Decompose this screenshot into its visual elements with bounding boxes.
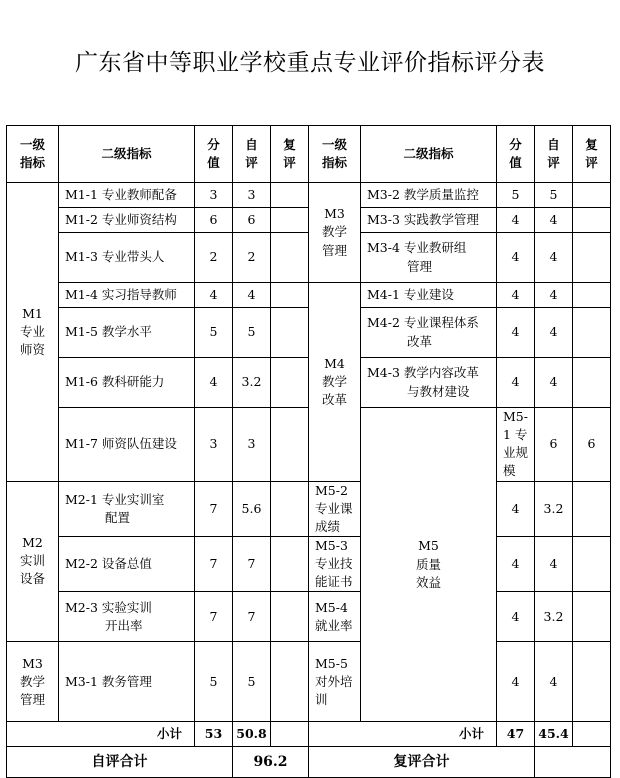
self-value: 7: [233, 536, 271, 591]
score-table: [6, 125, 611, 778]
score-value: 4: [497, 481, 535, 536]
indicator-name: M5-1 专业规模: [497, 408, 535, 482]
review-value: [271, 283, 309, 308]
score-value: 4: [497, 233, 535, 283]
indicator-name: M4-1 专业建设: [361, 283, 497, 308]
self-value: 3.2: [233, 358, 271, 408]
self-value: 6: [573, 408, 611, 482]
header-review: 复 评: [271, 126, 309, 183]
score-value: 4: [497, 642, 535, 722]
self-value: 3.2: [535, 592, 573, 642]
self-value: 4: [233, 283, 271, 308]
review-value: [271, 408, 309, 482]
header-review: 复 评: [573, 126, 611, 183]
subtotal-score: 53: [195, 722, 233, 747]
score-value: 5: [497, 183, 535, 208]
indicator-name: M4-3 教学内容改革 与教材建设: [361, 358, 497, 408]
table-row: [7, 642, 611, 722]
review-value: [573, 308, 611, 358]
group-m5: M5 质量 效益: [361, 408, 497, 722]
indicator-name: M5-2 专业课成绩: [309, 481, 361, 536]
indicator-name: M2-3 实验实训 开出率: [59, 592, 195, 642]
self-value: 4: [535, 358, 573, 408]
score-value: 2: [195, 233, 233, 283]
indicator-name: M5-5 对外培训: [309, 642, 361, 722]
group-m3: M3 教学 管理: [309, 183, 361, 283]
score-value: 4: [195, 358, 233, 408]
self-value: 5.6: [233, 481, 271, 536]
review-value: [573, 536, 611, 591]
score-value: 4: [497, 308, 535, 358]
self-value: 6: [233, 208, 271, 233]
score-value: 5: [195, 642, 233, 722]
review-value: [271, 233, 309, 283]
group-m2: M2 实训 设备: [7, 481, 59, 642]
score-value: 4: [195, 283, 233, 308]
table-row: [7, 283, 611, 308]
review-value: [271, 308, 309, 358]
header-score: 分 值: [497, 126, 535, 183]
review-total-label: 复评合计: [309, 747, 535, 778]
self-total-value: 96.2: [233, 747, 309, 778]
indicator-name: M1-1 专业教师配备: [59, 183, 195, 208]
score-value: 4: [497, 358, 535, 408]
review-value: [573, 208, 611, 233]
subtotal-label: 小计: [309, 722, 497, 747]
table-row: [7, 481, 611, 536]
header-level1: 一级 指标: [309, 126, 361, 183]
score-value: 4: [497, 592, 535, 642]
table-row: [7, 592, 611, 642]
review-value: [573, 592, 611, 642]
self-value: 5: [233, 308, 271, 358]
indicator-name: M1-3 专业带头人: [59, 233, 195, 283]
self-value: 3.2: [535, 481, 573, 536]
review-value: [573, 358, 611, 408]
header-self: 自 评: [233, 126, 271, 183]
review-value: [271, 208, 309, 233]
subtotal-row: [7, 722, 611, 747]
review-value: [573, 233, 611, 283]
self-value: 4: [535, 233, 573, 283]
review-value: [271, 481, 309, 536]
subtotal-self: 45.4: [535, 722, 573, 747]
score-value: 4: [497, 283, 535, 308]
self-value: 3: [233, 408, 271, 482]
subtotal-review: [573, 722, 611, 747]
score-value: 7: [195, 592, 233, 642]
page-title: 广东省中等职业学校重点专业评价指标评分表: [75, 50, 545, 76]
self-total-label: 自评合计: [7, 747, 233, 778]
group-m1: M1 专业 师资: [7, 183, 59, 482]
self-value: 3: [233, 183, 271, 208]
group-m4: M4 教学 改革: [309, 283, 361, 482]
score-value: 6: [535, 408, 573, 482]
indicator-name: M1-5 教学水平: [59, 308, 195, 358]
review-total-value: [535, 747, 611, 778]
review-value: [271, 358, 309, 408]
header-row: [7, 126, 611, 183]
self-value: 4: [535, 536, 573, 591]
indicator-name: M3-4 专业教研组 管理: [361, 233, 497, 283]
self-value: 7: [233, 592, 271, 642]
indicator-name: M2-2 设备总值: [59, 536, 195, 591]
review-value: [271, 183, 309, 208]
review-value: [271, 536, 309, 591]
subtotal-label: 小计: [7, 722, 195, 747]
indicator-name: M3-3 实践教学管理: [361, 208, 497, 233]
table-row: [7, 536, 611, 591]
subtotal-self: 50.8: [233, 722, 271, 747]
header-score: 分 值: [195, 126, 233, 183]
review-value: [271, 642, 309, 722]
self-value: 5: [535, 183, 573, 208]
indicator-name: M5-4 就业率: [309, 592, 361, 642]
group-m3: M3 教学 管理: [7, 642, 59, 722]
self-value: 4: [535, 208, 573, 233]
header-self: 自 评: [535, 126, 573, 183]
score-value: 3: [195, 408, 233, 482]
score-value: 3: [195, 183, 233, 208]
review-value: [573, 283, 611, 308]
indicator-name: M5-3 专业技能证书: [309, 536, 361, 591]
review-value: [573, 481, 611, 536]
indicator-name: M3-2 教学质量监控: [361, 183, 497, 208]
total-row: [7, 747, 611, 778]
self-value: 4: [535, 308, 573, 358]
indicator-name: M2-1 专业实训室 配置: [59, 481, 195, 536]
score-value: 5: [195, 308, 233, 358]
score-value: 6: [195, 208, 233, 233]
self-value: 2: [233, 233, 271, 283]
table-row: [7, 183, 611, 208]
indicator-name: M4-2 专业课程体系 改革: [361, 308, 497, 358]
score-value: 7: [195, 481, 233, 536]
review-value: [573, 183, 611, 208]
self-value: 5: [233, 642, 271, 722]
review-value: [271, 592, 309, 642]
subtotal-score: 47: [497, 722, 535, 747]
score-value: 4: [497, 536, 535, 591]
subtotal-review: [271, 722, 309, 747]
indicator-name: M1-6 教科研能力: [59, 358, 195, 408]
indicator-name: M1-4 实习指导教师: [59, 283, 195, 308]
header-level2: 二级指标: [59, 126, 195, 183]
indicator-name: M3-1 教务管理: [59, 642, 195, 722]
indicator-name: M1-7 师资队伍建设: [59, 408, 195, 482]
self-value: 4: [535, 642, 573, 722]
header-level1: 一级 指标: [7, 126, 59, 183]
review-value: [573, 642, 611, 722]
indicator-name: M1-2 专业师资结构: [59, 208, 195, 233]
self-value: 4: [535, 283, 573, 308]
score-value: 4: [497, 208, 535, 233]
score-value: 7: [195, 536, 233, 591]
header-level2: 二级指标: [361, 126, 497, 183]
